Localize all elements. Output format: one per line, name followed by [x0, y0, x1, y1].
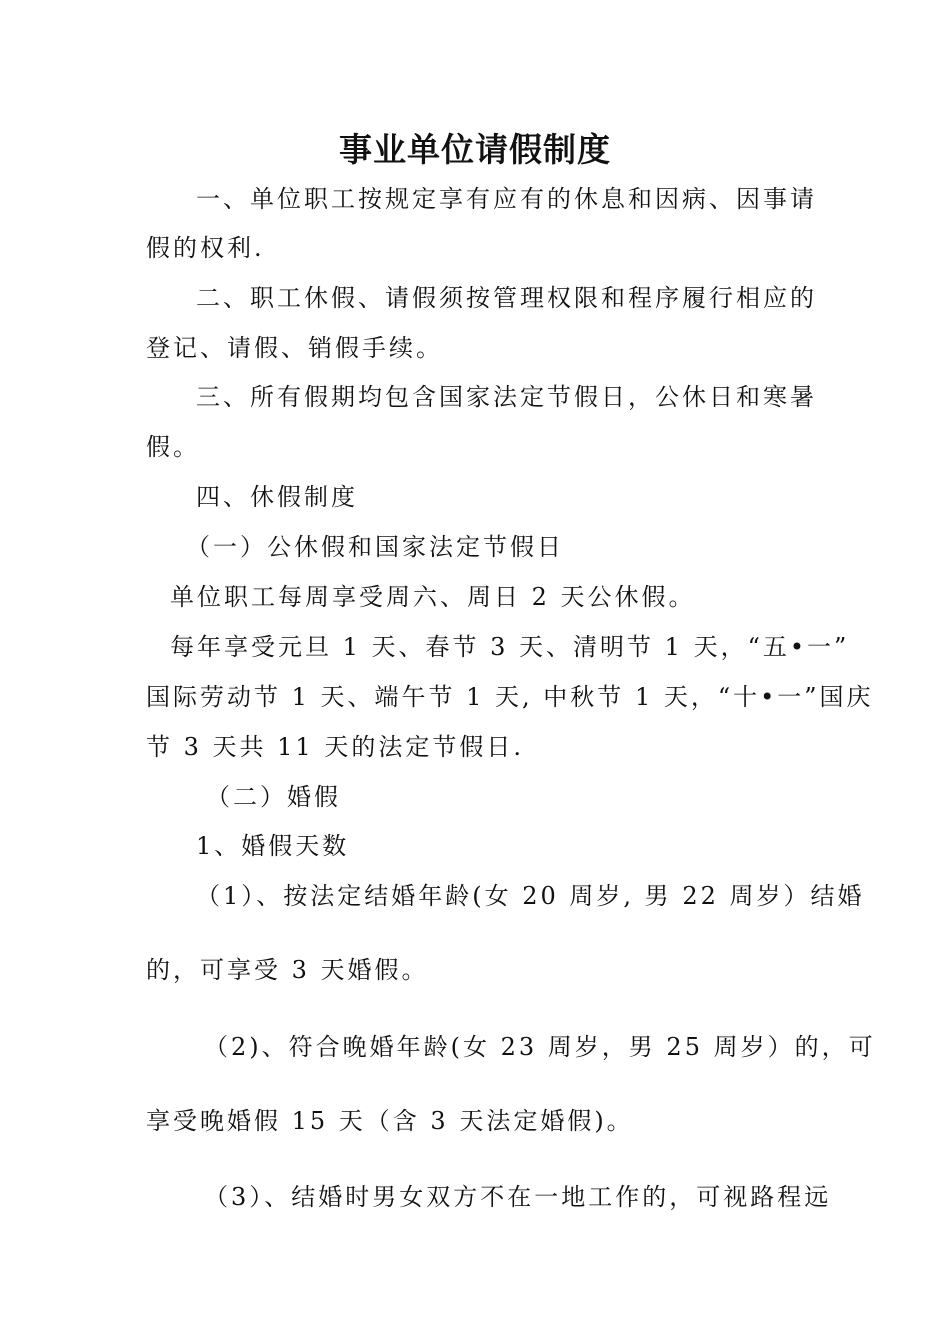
paragraph-line-weekly-rest: 单位职工每周享受周六、周日 2 天公休假。 — [170, 583, 696, 611]
paragraph-line-3: 二、职工休假、请假须按管理权限和程序履行相应的 — [196, 284, 817, 312]
section-heading-leave-system: 四、休假制度 — [196, 483, 358, 511]
paragraph-line-2: 假的权利. — [146, 234, 265, 262]
subsection-heading-public-holidays: （一）公休假和国家法定节假日 — [186, 533, 564, 561]
paragraph-line-late-marriage-1: （2)、符合晚婚年龄(女 23 周岁，男 25 周岁）的，可 — [204, 1033, 876, 1061]
paragraph-line-5: 三、所有假期均包含国家法定节假日，公休日和寒暑 — [196, 383, 817, 411]
paragraph-line-late-marriage-2: 享受晚婚假 15 天（含 3 天法定婚假)。 — [146, 1107, 634, 1135]
paragraph-line-legal-age-2: 的，可享受 3 天婚假。 — [146, 956, 429, 984]
paragraph-line-holidays-3: 节 3 天共 11 天的法定节假日. — [146, 733, 524, 761]
paragraph-line-6: 假。 — [146, 433, 200, 461]
subsection-heading-marriage-leave: （二）婚假 — [206, 783, 341, 811]
document-title: 事业单位请假制度 — [339, 130, 611, 169]
paragraph-line-holidays-2: 国际劳动节 1 天、端午节 1 天, 中秋节 1 天，“十•一”国庆 — [146, 683, 874, 711]
paragraph-line-holidays-1: 每年享受元旦 1 天、春节 3 天、清明节 1 天，“五•一” — [170, 633, 850, 661]
paragraph-line-distance-1: （3）、结婚时男女双方不在一地工作的，可视路程远 — [204, 1183, 832, 1211]
paragraph-line-4: 登记、请假、销假手续。 — [146, 334, 443, 362]
paragraph-line-legal-age-1: （1）、按法定结婚年龄(女 20 周岁, 男 22 周岁）结婚 — [196, 882, 865, 910]
item-heading-marriage-days: 1、婚假天数 — [196, 832, 350, 860]
paragraph-line-1: 一、单位职工按规定享有应有的休息和因病、因事请 — [196, 185, 817, 213]
